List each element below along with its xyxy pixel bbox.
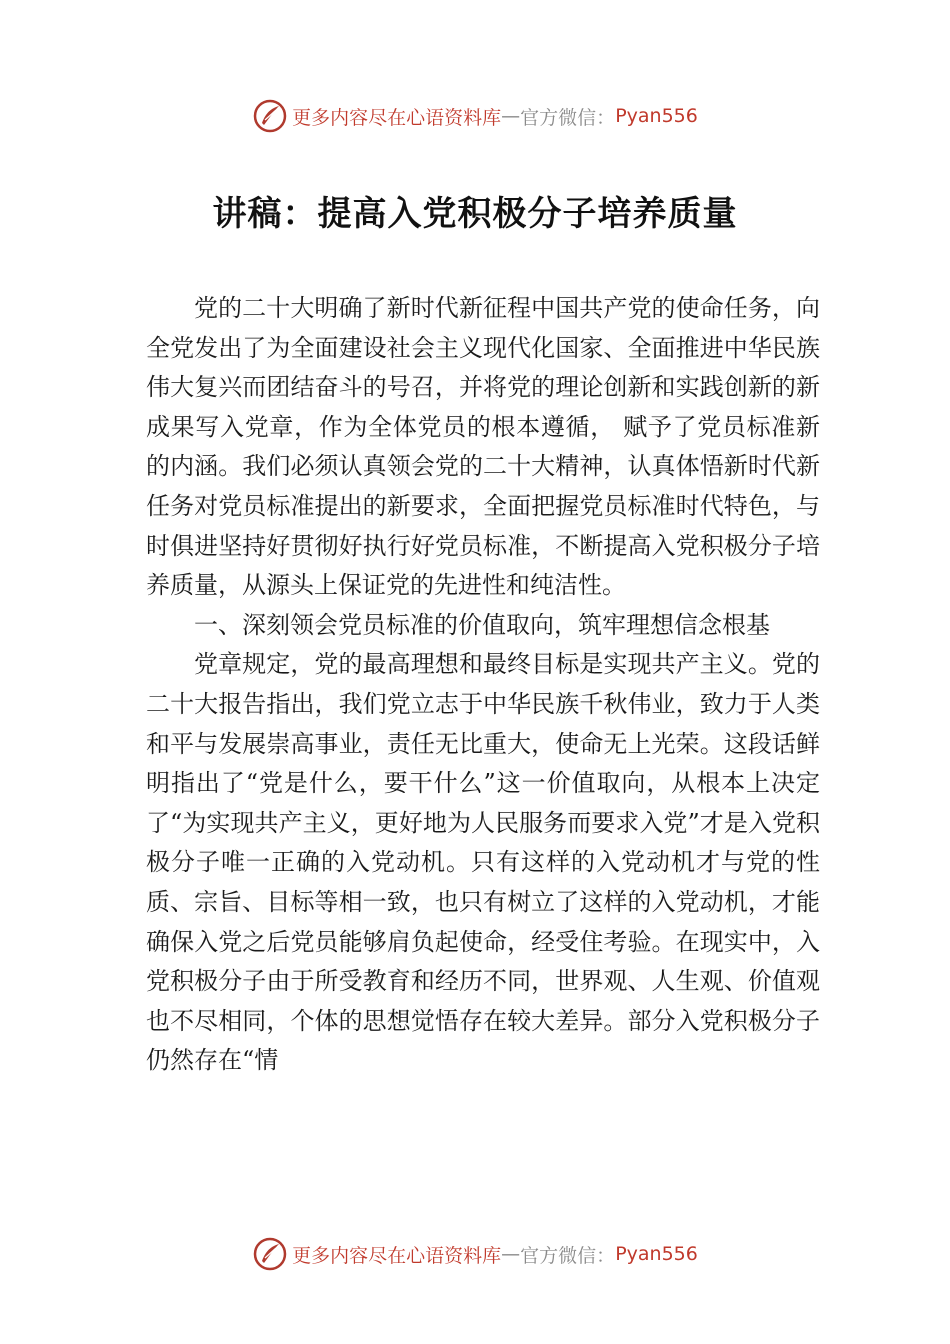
banner-gray-text: 官方微信： [520,1244,616,1267]
paragraph-intro: 党的二十大明确了新时代新征程中国共产党的使命任务，向全党发出了为全面建设社会主义现代化国家、全面推进中华民族伟大复兴而团结奋斗的号召，并将党的理论创新和实践创新的新成果写入党章，作为全体党员的根本遵循， 赋予了党员标准新的内涵。我们必须认真领会党的二十大精神，认真体悟新时代新任务对党员标准提出的新要求，全面把握党员标准时代特色，与时俱进坚持好贯彻好执行好党员标准，不断提高入党积极分子培养质量，从源头上保证党的先进性和纯洁性。 [146,294,820,600]
banner-dash: — [501,1243,521,1265]
header-banner [0,96,950,136]
logo-icon [252,1236,288,1272]
banner-red-text: 更多内容尽在心语资料库 [292,1244,502,1267]
section-heading-1: 一、深刻领会党员标准的价值取向，筑牢理想信念根基 [194,610,770,639]
page-title: 讲稿：提高入党积极分子培养质量 [212,194,738,234]
footer-banner [0,1234,950,1274]
banner-wechat-id: Pyan556 [615,105,698,127]
banner-gray-text: 官方微信： [520,106,616,129]
banner-dash: — [501,105,521,127]
banner-red-text: 更多内容尽在心语资料库 [292,106,502,129]
logo-icon [252,98,288,134]
banner-wechat-id: Pyan556 [615,1243,698,1265]
document-body [146,289,820,1081]
paragraph-section-1: 党章规定，党的最高理想和最终目标是实现共产主义。党的二十大报告指出，我们党立志于中华民族千秋伟业，致力于人类和平与发展崇高事业，责任无比重大，使命无上光荣。这段话鲜明指出了“党是什么，要干什么”这一价值取向，从根本上决定了“为实现共产主义，更好地为人民服务而要求入党”才是入党积极分子唯一正确的入党动机。只有这样的入党动机才与党的性质、宗旨、目标等相一致，也只有树立了这样的入党动机，才能确保入党之后党员能够肩负起使命，经受住考验。在现实中，入党积极分子由于所受教育和经历不同，世界观、人生观、价值观也不尽相同，个体的思想觉悟存在较大差异。部分入党积极分子仍然存在“情 [146,650,820,1075]
